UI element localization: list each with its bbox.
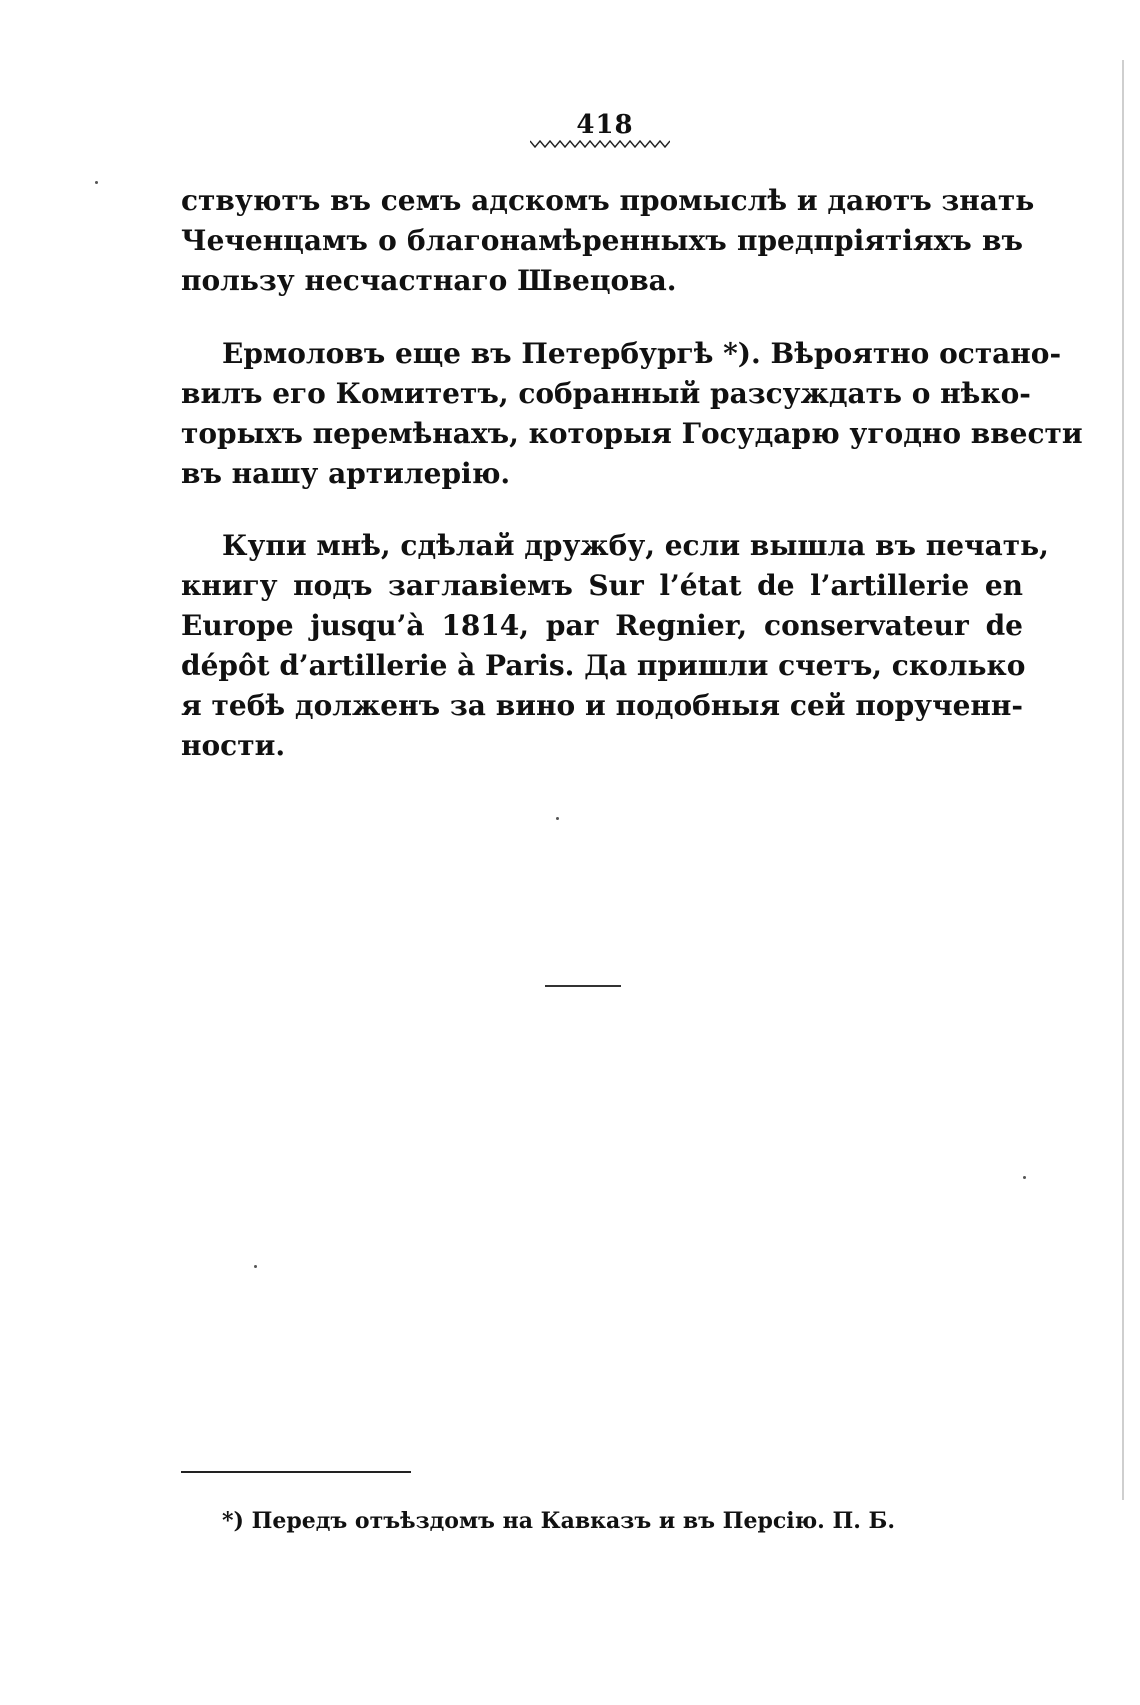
text-line: вилъ его Комитетъ, собранный разсуждать о нѣко-	[181, 377, 1031, 410]
text-line: книгу подъ заглавіемъ Sur l’état de l’artillerie en	[181, 569, 1023, 602]
paragraph-1	[181, 181, 1035, 301]
page-number-ornament	[530, 139, 670, 149]
text-line: Ермоловъ еще въ Петербургѣ *). Вѣроятно остано-	[222, 337, 1062, 370]
text-line: я тебѣ долженъ за вино и подобныя сей порученн-	[181, 689, 1023, 722]
text-line: ности.	[181, 729, 286, 762]
scan-speck	[556, 817, 559, 820]
page-edge-shadow	[1122, 60, 1124, 1500]
text-line: Чеченцамъ о благонамѣренныхъ предпріятіяхъ въ	[181, 224, 1023, 257]
text-line: въ нашу артилерію.	[181, 457, 511, 490]
text-line: пользу несчастнаго Швецова.	[181, 264, 677, 297]
scan-speck	[95, 181, 98, 184]
text-line: Europe jusqu’à 1814, par Regnier, conservateur de	[181, 609, 1023, 642]
footnote: *) Передъ отъѣздомъ на Кавказъ и въ Персію. П. Б.	[222, 1508, 896, 1534]
text-line: ствуютъ въ семъ адскомъ промыслѣ и даютъ знать	[181, 184, 1035, 217]
section-divider	[545, 985, 621, 987]
text-line: торыхъ перемѣнахъ, которыя Государю угодно ввести	[181, 417, 1083, 450]
page-number: 418	[576, 110, 634, 140]
text-line: dépôt d’artillerie à Paris. Да пришли счетъ, сколько	[181, 649, 1026, 682]
scan-speck	[1023, 1176, 1026, 1179]
footnote-rule	[181, 1471, 411, 1473]
scan-speck	[254, 1265, 257, 1268]
paragraph-2	[181, 334, 1083, 494]
paragraph-3	[181, 526, 1049, 766]
text-line: Купи мнѣ, сдѣлай дружбу, если вышла въ печать,	[222, 529, 1049, 562]
